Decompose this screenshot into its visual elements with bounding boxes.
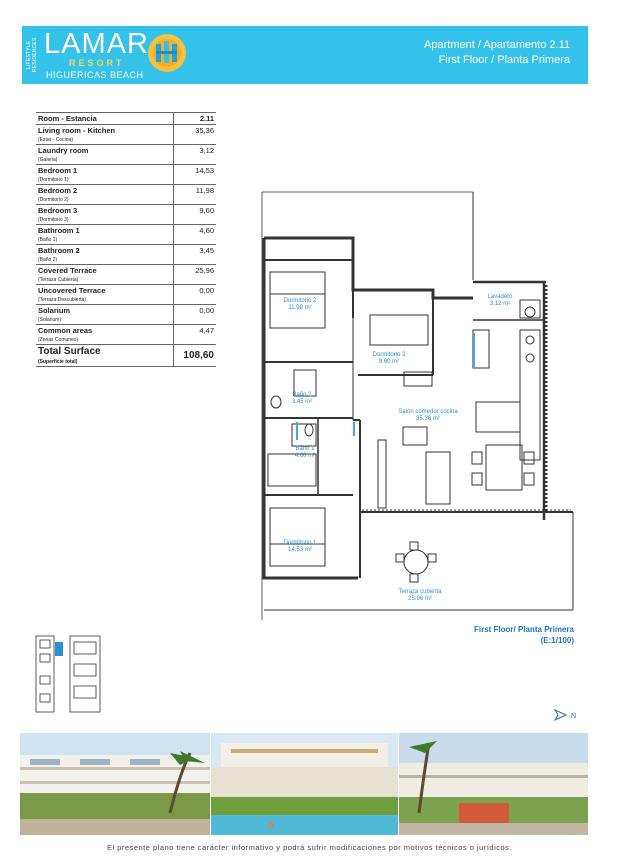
room-area: 14,53 [174,165,217,185]
room-name: Bedroom 3 [38,206,78,215]
plan-caption-line2: (E:1/100) [540,636,574,645]
table-row [36,285,216,305]
room-name-cell [36,185,174,205]
room-subname: (Zonas Comunes) [38,337,79,343]
label-terraza: Terraza cubierta [398,589,442,595]
playground-photo [399,733,588,835]
table-row [36,305,216,325]
room-area: 4,47 [174,325,217,345]
label-bano1: Baño 1 [295,446,315,452]
logo-beach: HIGUERICAS BEACH [46,70,144,80]
plan-caption-line1: First Floor/ Planta Primera [473,625,574,634]
room-name-cell [36,225,174,245]
room-subname: (Dormitorio 3) [38,217,69,223]
photo-strip [20,733,588,835]
disclaimer: El presente plano tiene carácter informativo y podrá sufrir modificaciones por motivos técnicos o jurídicos. [107,843,512,852]
table-row [36,165,216,185]
label-lavadero: Lavadero [487,294,513,300]
room-name: Bedroom 1 [38,166,78,175]
apartment-title [424,38,570,68]
table-row [36,145,216,165]
room-subname: (Dormitorio 1) [38,177,69,183]
room-name: Solarium [38,306,71,315]
total-name-cell [36,345,174,367]
room-name-cell [36,305,174,325]
lamar-logo-icon [146,32,188,74]
room-area: 11,98 [174,185,217,205]
label-dorm3-area: 9.60 m² [378,359,400,365]
label-dorm2-area: 11.98 m² [288,305,312,311]
side-text: LIFESTYLE RESIDENCES [26,37,38,73]
label-salon: Salón comedor cocina [398,409,458,415]
room-name: Bedroom 2 [38,186,78,195]
label-dorm1-area: 14.53 m² [288,547,312,553]
plan-caption [474,624,574,646]
apartment-title-line2: First Floor / Planta Primera [438,54,570,66]
table-header-row [36,113,216,125]
room-area: 0,00 [174,285,217,305]
key-plan [34,634,104,716]
label-dorm2: Dormitorio 2 [283,298,317,304]
logo-resort: RESORT [69,58,125,68]
room-name: Bathroom 2 [38,246,80,255]
room-subname: (Terraza Descubierta) [38,297,87,303]
room-name-cell [36,165,174,185]
room-name: Bathroom 1 [38,226,80,235]
room-name: Common areas [38,326,93,335]
table-row [36,265,216,285]
room-subname: (Solarium) [38,317,62,323]
label-bano2: Baño 2 [292,392,312,398]
room-area: 4,60 [174,225,217,245]
room-name-cell [36,245,174,265]
room-subname: (Baño 2) [38,257,58,263]
table-row [36,185,216,205]
table-row [36,205,216,225]
room-subname: (Terraza Cubierta) [38,277,79,283]
label-dorm1: Dormitorio 1 [283,540,317,546]
room-name-cell [36,325,174,345]
room-name: Living room - Kitchen [38,126,116,135]
floor-plan [258,190,578,620]
north-arrow-icon [554,709,578,721]
room-subname: (Galeria) [38,157,58,163]
room-subname: (Dormitorio 2) [38,197,69,203]
garden-pool-photo [211,733,398,835]
table-row [36,325,216,345]
room-name: Uncovered Terrace [38,286,106,295]
apartment-title-line1: Apartment / Apartamento 2.11 [424,39,570,51]
table-header-name: Room - Estancia [36,113,174,125]
label-dorm3: Dormitorio 3 [372,352,406,358]
room-area: 0,00 [174,305,217,325]
table-row [36,225,216,245]
table-header-value: 2.11 [174,113,217,125]
exterior-building-photo [20,733,210,835]
label-salon-area: 35.36 m² [416,416,440,422]
total-row [36,345,216,367]
room-name-cell [36,265,174,285]
table-row [36,245,216,265]
room-area: 9,60 [174,205,217,225]
table-row [36,125,216,145]
room-name-cell [36,125,174,145]
room-area: 3,45 [174,245,217,265]
north-label: N [571,713,577,720]
label-bano1-area: 4.60 m² [294,453,316,459]
room-surface-table [36,112,216,367]
room-name: Covered Terrace [38,266,97,275]
room-subname: (Estar - Cocina) [38,137,74,143]
label-lavadero-area: 3.12 m² [489,301,511,307]
room-area: 3,12 [174,145,217,165]
total-name: Total Surface [38,346,101,357]
header-banner [22,26,588,84]
logo-word: LAMAR [44,28,149,60]
label-terraza-area: 25.96 m² [408,596,432,602]
total-value: 108,60 [174,345,217,367]
label-bano2-area: 3.45 m² [291,399,313,405]
room-name: Laundry room [38,146,89,155]
room-area: 35,36 [174,125,217,145]
room-name-cell [36,145,174,165]
room-name-cell [36,205,174,225]
room-subname: (Baño 1) [38,237,58,243]
room-name-cell [36,285,174,305]
total-sub: (Superficie total) [38,359,78,365]
room-area: 25,96 [174,265,217,285]
